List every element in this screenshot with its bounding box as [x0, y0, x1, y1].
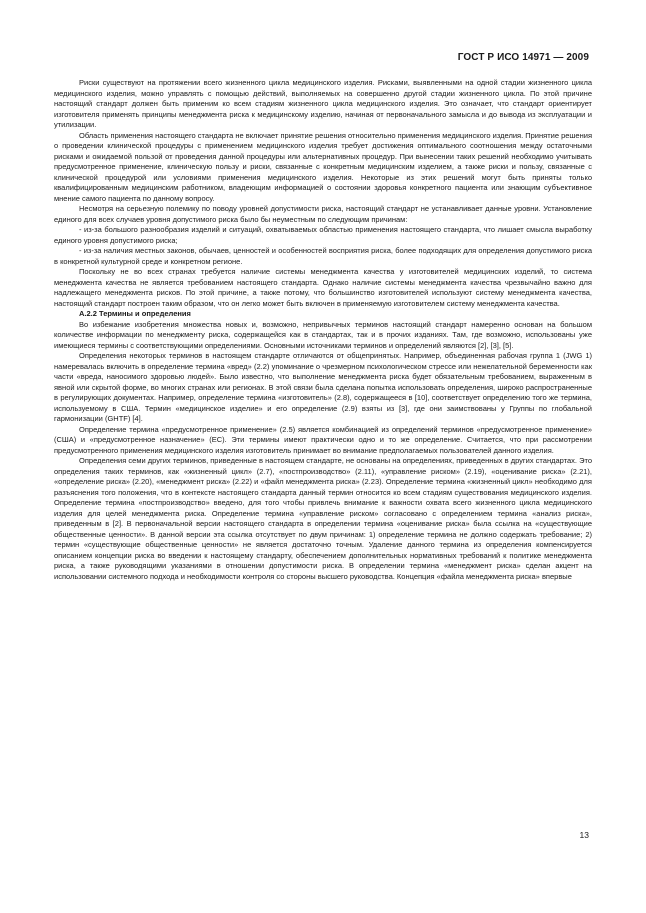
- paragraph: Поскольку не во всех странах требуется наличие системы менеджмента качества у изготовителей медицинских изделий, то система менеджмента качества не является требованием настоящего стандарта. Однако наличие системы менеджмента качества чрезвычайно важно для надлежащего менеджмента рисков. По этой причине, а также потому, что большинство изготовителей используют систему менеджмента качества, настоящий стандарт построен таким образом, что он легко может быть включен в применяемую изготовителем систему менеджмента качества.: [54, 267, 592, 308]
- paragraph: Область применения настоящего стандарта не включает принятие решения относительно применения медицинского изделия. Принятие решения о проведении клинической процедуры с применением медицинского изделия требует достижения оптимального соотношения между остаточными рисками и ожидаемой пользой от проведения данной процедуры или альтернативных процедур. При вынесении таких решений необходимо учитывать предусмотренное применение, клиническую пользу и риски, связанные с конкретным медицинским изделием, а также риски и пользу, связанные с клинической процедурой или условиями применения медицинского изделия. Некоторые из этих решений могут быть приняты только квалифицированным медицинским работником, владеющим информацией о состоянии здоровья конкретного пациента или знающим субъективное мнение самого пациента по данному вопросу.: [54, 130, 592, 203]
- list-item: - из-за наличия местных законов, обычаев, ценностей и особенностей восприятия риска, более подходящих для определения допустимого риска в конкретной культурной среде и конкретном регионе.: [54, 246, 592, 266]
- page-number: 13: [579, 830, 589, 840]
- paragraph: Определение термина «предусмотренное применение» (2.5) является комбинацией из определений терминов «предусмотренное применение» (США) и «предусмотренное назначение» (ЕС). Эти термины имеют практически одно и то же определение. Считается, что при рассмотрении предусмотренного применения медицинского изделия изготовитель принимает во внимание предполагаемых пользователей данного изделия.: [54, 424, 592, 455]
- list-item: - из-за большого разнообразия изделий и ситуаций, охватываемых областью применения настоящего стандарта, что лишает смысла выработку единого уровня допустимого риска;: [54, 225, 592, 245]
- paragraph: Риски существуют на протяжении всего жизненного цикла медицинского изделия. Рисками, выявленными на одной стадии жизненного цикла медицинского изделия, можно управлять с помощью действий, выполняемых на совершенно другой стадии жизненного цикла. По этой причине настоящий стандарт должен быть применим ко всем стадиям жизненного цикла медицинского изделия. Это означает, что стандарт ориентирует изготовителя применять принципы менеджмента риска к медицинскому изделию, начиная от первоначального замысла и до вывода из эксплуатации и утилизации.: [54, 78, 592, 129]
- paragraph: Определения некоторых терминов в настоящем стандарте отличаются от общепринятых. Например, объединенная рабочая группа 1 (JWG 1) намеревалась включить в определение термина «вред» (2.2) упоминание о чрезмерном психологическом стрессе или нежелательной беременности как части «вреда, наносимого здоровью людей». Было известно, что выполнение менеджмента риска будет обязательным требованием, выраженным в явной или скрытой форме, во многих странах или регионах. В этой связи была сделана попытка использовать определения, широко распространенные в регулирующих документах. Например, определение термина «изготовитель» (2.8), содержащееся в [10], соответствует определению того же термина, используемому в США. Термин «медицинское изделие» и его определение (2.9) взяты из [3], где они заимствованы у Группы по глобальной гармонизации (GHTF) [4].: [54, 351, 592, 423]
- paragraph: Во избежание изобретения множества новых и, возможно, непривычных терминов настоящий стандарт намеренно основан на большом количестве информации по менеджменту риска, содержащейся как в стандартах, так и в прочих изданиях. Там, где возможно, использованы уже имеющиеся термины с соответствующими определениями. Основными источниками терминов и определений являются [2], [3], [5].: [54, 319, 592, 350]
- paragraph: Определения семи других терминов, приведенные в настоящем стандарте, не основаны на определениях, приведенных в других стандартах. Это определения таких терминов, как «жизненный цикл» (2.7), «постпроизводство» (2.11), «управление риском» (2.19), «оценивание риска» (2.21), «определение риска» (2.20), «менеджмент риска» (2.22) и «файл менеджмента риска» (2.23). Определение термина «жизненный цикл» необходимо для разъяснения того положения, что в контексте настоящего стандарта данный термин относится ко всем стадиям существования медицинского изделия. Определение термина «постпроизводство» введено, для того чтобы привлечь внимание к важности охвата всего жизненного цикла медицинского изделия для целей менеджмента риска. Определение термина «управление риском» согласовано с определением термина «анализ риска», приведенным в [2]. В первоначальной версии настоящего стандарта в определении термина «оценивание риска» была ссылка на «существующие общественные ценности». В данной версии эта ссылка отсутствует по двум причинам: 1) определение термина не должно содержать требование; 2) термин «существующие общественные ценности» не является достаточно точным. Удаление данного термина из определения компенсируется описанием концепции риска во введении к настоящему стандарту, обеспечением дополнительных нормативных требований к политике менеджмента риска, а также руководящими указаниями в отношении допустимости риска. В определении термина «менеджмент риска» сделан акцент на использовании системного подхода и необходимости контроля со стороны высшего руководства. Концепция «файла менеджмента риска» впервые: [54, 456, 592, 581]
- section-heading: А.2.2 Термины и определения: [79, 309, 191, 318]
- page-body: [54, 78, 592, 582]
- document-header: ГОСТ Р ИСО 14971 — 2009: [457, 52, 589, 63]
- paragraph: Несмотря на серьезную полемику по поводу уровней допустимости риска, настоящий стандарт не устанавливает данные уровни. Установление единого для всех случаев уровня допустимого риска было бы неуместным по следующим причинам:: [54, 204, 592, 224]
